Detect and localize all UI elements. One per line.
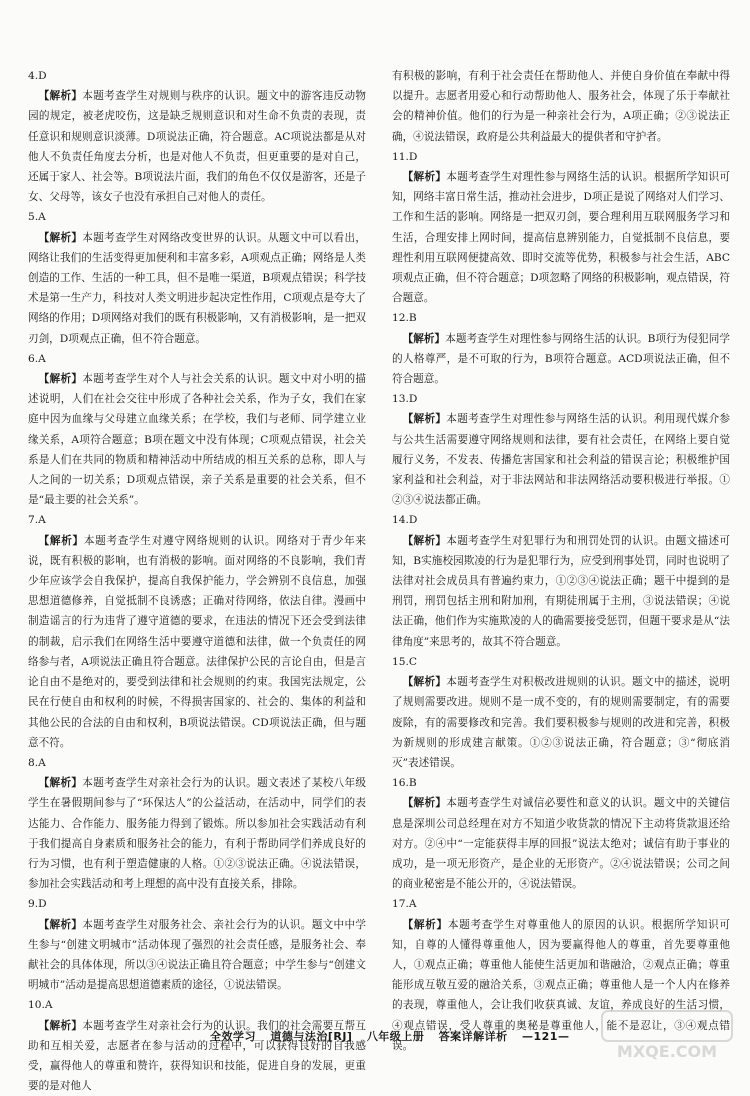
answer-entry: [392, 66, 730, 147]
answer-number: 13.D: [392, 393, 418, 406]
answer-explanation: 【解析】本题考查学生对理性参与网络生活的认识。利用现代媒介参与公共生活需要遵守网络规则和法律，要有社会责任，在网络上要自觉履行义务，不发表、传播危害国家和社会利益的错误言论；积极维护国家利益和社会利益，对于非法网站和非法网络活动要积极进行举报。①②③④说法都正确。: [392, 413, 731, 507]
answer-number: 11.D: [392, 150, 418, 163]
answer-entry: [28, 995, 366, 1096]
answer-explanation: 【解析】本题考查学生对尊重他人的原因的认识。根据所学知识可知，自尊的人懂得尊重他人，因为要赢得他人的尊重，首先要尊重他人，①观点正确；尊重他人能使生活更加和谐融洽，②观点正确；尊重能形成互敬互爱的融洽关系，③观点正确；尊重他人是一个人内在修养的表现，尊重他人，会让我们收获真诚、友谊，养成良好的生活习惯，④观点错误，受人尊重的奥秘是尊重他人，能不是忍让，③④观点错误。: [392, 918, 731, 1052]
answer-number: 17.A: [392, 898, 417, 911]
answer-number: 4.D: [28, 70, 47, 82]
answer-explanation: 【解析】本题考查学生对理性参与网络生活的认识。B项行为侵犯同学的人格尊严，是不可取的行为，B项符合题意。ACD项说法正确，但不符合题意。: [392, 332, 730, 386]
answer-number: 8.A: [28, 756, 46, 769]
footer-grade: 八年级上册: [366, 1030, 425, 1043]
answer-entry: [392, 147, 730, 309]
answer-entry: [28, 510, 366, 752]
answer-number: 12.B: [392, 312, 417, 325]
answer-number: 5.A: [28, 211, 46, 224]
footer-brand: 全效学习: [210, 1030, 256, 1043]
answer-number: 10.A: [28, 999, 53, 1012]
answer-explanation: 【解析】本题考查学生对服务社会、亲社会行为的认识。题文中中学生参与“创建文明城市”活动体现了强烈的社会责任感，是服务社会、奉献社会的具体体现，所以③④说法正确且符合题意；中学生参与“创建文明城市”活动是提高思想道德素质的途径，①说法错误。: [28, 918, 367, 992]
answer-explanation: 有积极的影响，有利于社会责任在帮助他人、并使自身价值在奉献中得以提升。志愿者用爱心和行动帮助他人、服务社会，体现了乐于奉献社会的精神价值。他们的行为是一种亲社会行为，A项正确；②③说法正确，④说法错误，政府是公共利益最大的提供者和守护者。: [392, 70, 730, 143]
answer-entry: [392, 773, 730, 894]
answer-explanation: 【解析】本题考查学生对遵守网络规则的认识。网络对于青少年来说，既有积极的影响，也有消极的影响。面对网络的不良影响，我们青少年应该学会自我保护，提高自我保护能力，学会辨别不良信息，加强思想道德修养，自觉抵制不良诱惑；正确对待网络，依法自律。漫画中制造谣言的行为违背了遵守道德的要求，在违法的情况下还会受到法律的制裁，启示我们在网络生活中要遵守道德和法律，做一个负责任的网络参与者，A项说法正确且符合题意。法律保护公民的言论自由，但是言论自由不是绝对的，要受到法律和社会规则的约束。我国宪法规定，公民在行使自由和权利的时候，不得损害国家的、社会的、集体的利益和其他公民的合法的自由和权利，B项说法错误。CD项说法正确，但与题意不符。: [28, 534, 367, 749]
answer-number: 7.A: [28, 514, 46, 527]
watermark-text: MXQE.COM: [616, 1042, 718, 1061]
answer-entry: [28, 66, 366, 207]
answer-entry: [28, 207, 366, 348]
answer-explanation: 【解析】本题考查学生对个人与社会关系的认识。题文中对小明的描述说明，人们在社会交往中形成了各种社会关系，作为子女，我们在家庭中因为血缘与父母建立血缘关系；在学校，我们与老师、同学建立业缘关系，A项符合题意；B项在题文中没有体现；C项观点错误，社会关系是人们在共同的物质和精神活动中所结成的相互关系的总称，即人与人之间的一切关系；D项观点错误，亲子关系是重要的社会关系，但不是“最主要的社会关系”。: [28, 373, 367, 507]
watermark-logo: [592, 1005, 742, 1065]
answer-explanation: 【解析】本题考查学生对诚信必要性和意义的认识。题文中的关键信息是深圳公司总经理在对方不知道少收货款的情况下主动将货款退还给对方。②④中“一定能获得丰厚的回报”说法太绝对；诚信有助于事业的成功，是一项无形资产，是企业的无形资产。②④说法错误；公司之间的商业秘密是不能公开的，④说法错误。: [392, 797, 731, 891]
answer-entry: [28, 753, 366, 894]
answer-explanation: 【解析】本题考查学生对犯罪行为和刑罚处罚的认识。由题文描述可知，B实施校园欺凌的行为是犯罪行为，应受到刑事处罚，同时也说明了法律对社会成员具有普遍约束力，①②③④说法正确；题干中提到的是刑罚，刑罚包括主刑和附加刑，有期徒刑属于主刑，③说法错误；④说法正确，他们作为实施欺凌的人的确需要接受惩罚，但题干要求是从“法律角度”来思考的，故其不符合题意。: [392, 534, 731, 648]
answer-entry: [392, 652, 730, 773]
answer-number: 14.D: [392, 514, 418, 527]
answer-explanation: 【解析】本题考查学生对积极改进规则的认识。题文中的描述，说明了规则需要改进。规则不是一成不变的，有的规则需要制定，有的需要废除，有的需要修改和完善。我们要积极参与规则的改进和完善，积极为新规则的形成建言献策。①②③说法正确，符合题意；③“彻底消灭”表述错误。: [392, 676, 731, 769]
footer-section: 答案详解详析: [438, 1030, 508, 1043]
answer-explanation: 【解析】本题考查学生对亲社会行为的认识。题文表述了某校八年级学生在暑假期间参与了“环保达人”的公益活动，在活动中，同学们的表达能力、合作能力、服务能力得到了锻炼。所以参加社会实践活动有利于我们提高自身素质和服务社会的能力，有利于帮助同学们养成良好的行为习惯，也有利于塑造健康的人格。①②③说法正确。④说法错误，参加社会实践活动和考上理想的高中没有直接关系，排除。: [28, 777, 367, 891]
answer-entry: [28, 349, 366, 511]
answer-number: 6.A: [28, 352, 46, 365]
answer-number: 15.C: [392, 655, 417, 668]
footer-page-number: —121—: [522, 1030, 570, 1043]
answer-explanation: 【解析】本题考查学生对网络改变世界的认识。从题文中可以看出，网络让我们的生活变得更加便利和丰富多彩，A项观点正确；网络是人类创造的工作、生活的一种工具，但不是唯一渠道，B项观点错误；科学技术是第一生产力，科技对人类文明进步起决定性作用，C项观点是夸大了网络的作用；D项网络对我们的既有积极影响，又有消极影响，是一把双刃剑，D项观点正确，但不符合题意。: [28, 231, 367, 345]
page-footer: [210, 1028, 579, 1044]
answer-explanation: 【解析】本题考查学生对理性参与网络生活的认识。根据所学知识可知，网络丰富日常生活，推动社会进步，D项正是说了网络对人们学习、工作和生活的影响。网络是一把双刃剑，要合理利用互联网服务学习和生活，合理安排上网时间，提高信息辨别能力，自觉抵制不良信息，要理性利用互联网便捷高效、即时交流等优势，积极参与社会生活，ABC项观点正确，但不符合题意；D项忽略了网络的积极影响，观点错误，符合题意。: [392, 171, 731, 305]
answer-explanation: 【解析】本题考查学生对亲社会行为的认识。我们的社会需要互帮互助和互相关爱，志愿者在参与活动的过程中，可以获得良好的自我感受，赢得他人的尊重和赞许，获得知识和技能，促进自身的发展，更重要的是对他人: [28, 1019, 367, 1093]
answer-entry: [392, 389, 730, 510]
answer-entry: [392, 308, 730, 389]
answer-entry: [28, 894, 366, 995]
answer-entry: [392, 510, 730, 651]
answer-explanation: 【解析】本题考查学生对规则与秩序的认识。题文中的游客违反动物园的规定，被老虎咬伤，这是缺乏规则意识和对生命不负责的表现，责任意识和规则意识淡薄。D项说法正确，符合题意。AC项说法都是从对他人不负责任角度去分析，也是对他人不负责，但更重要的是对自己，还属于家人、社会等。B项说法片面，我们的角色不仅仅是游客，还是子女、父母等，该女子也没有承担自己对他人的责任。: [28, 90, 367, 204]
answer-number: 16.B: [392, 777, 417, 790]
left-column: [28, 66, 366, 1096]
footer-subject: 道德与法治[RJ]: [270, 1030, 353, 1043]
right-column: [392, 66, 730, 1056]
answer-number: 9.D: [28, 898, 47, 911]
